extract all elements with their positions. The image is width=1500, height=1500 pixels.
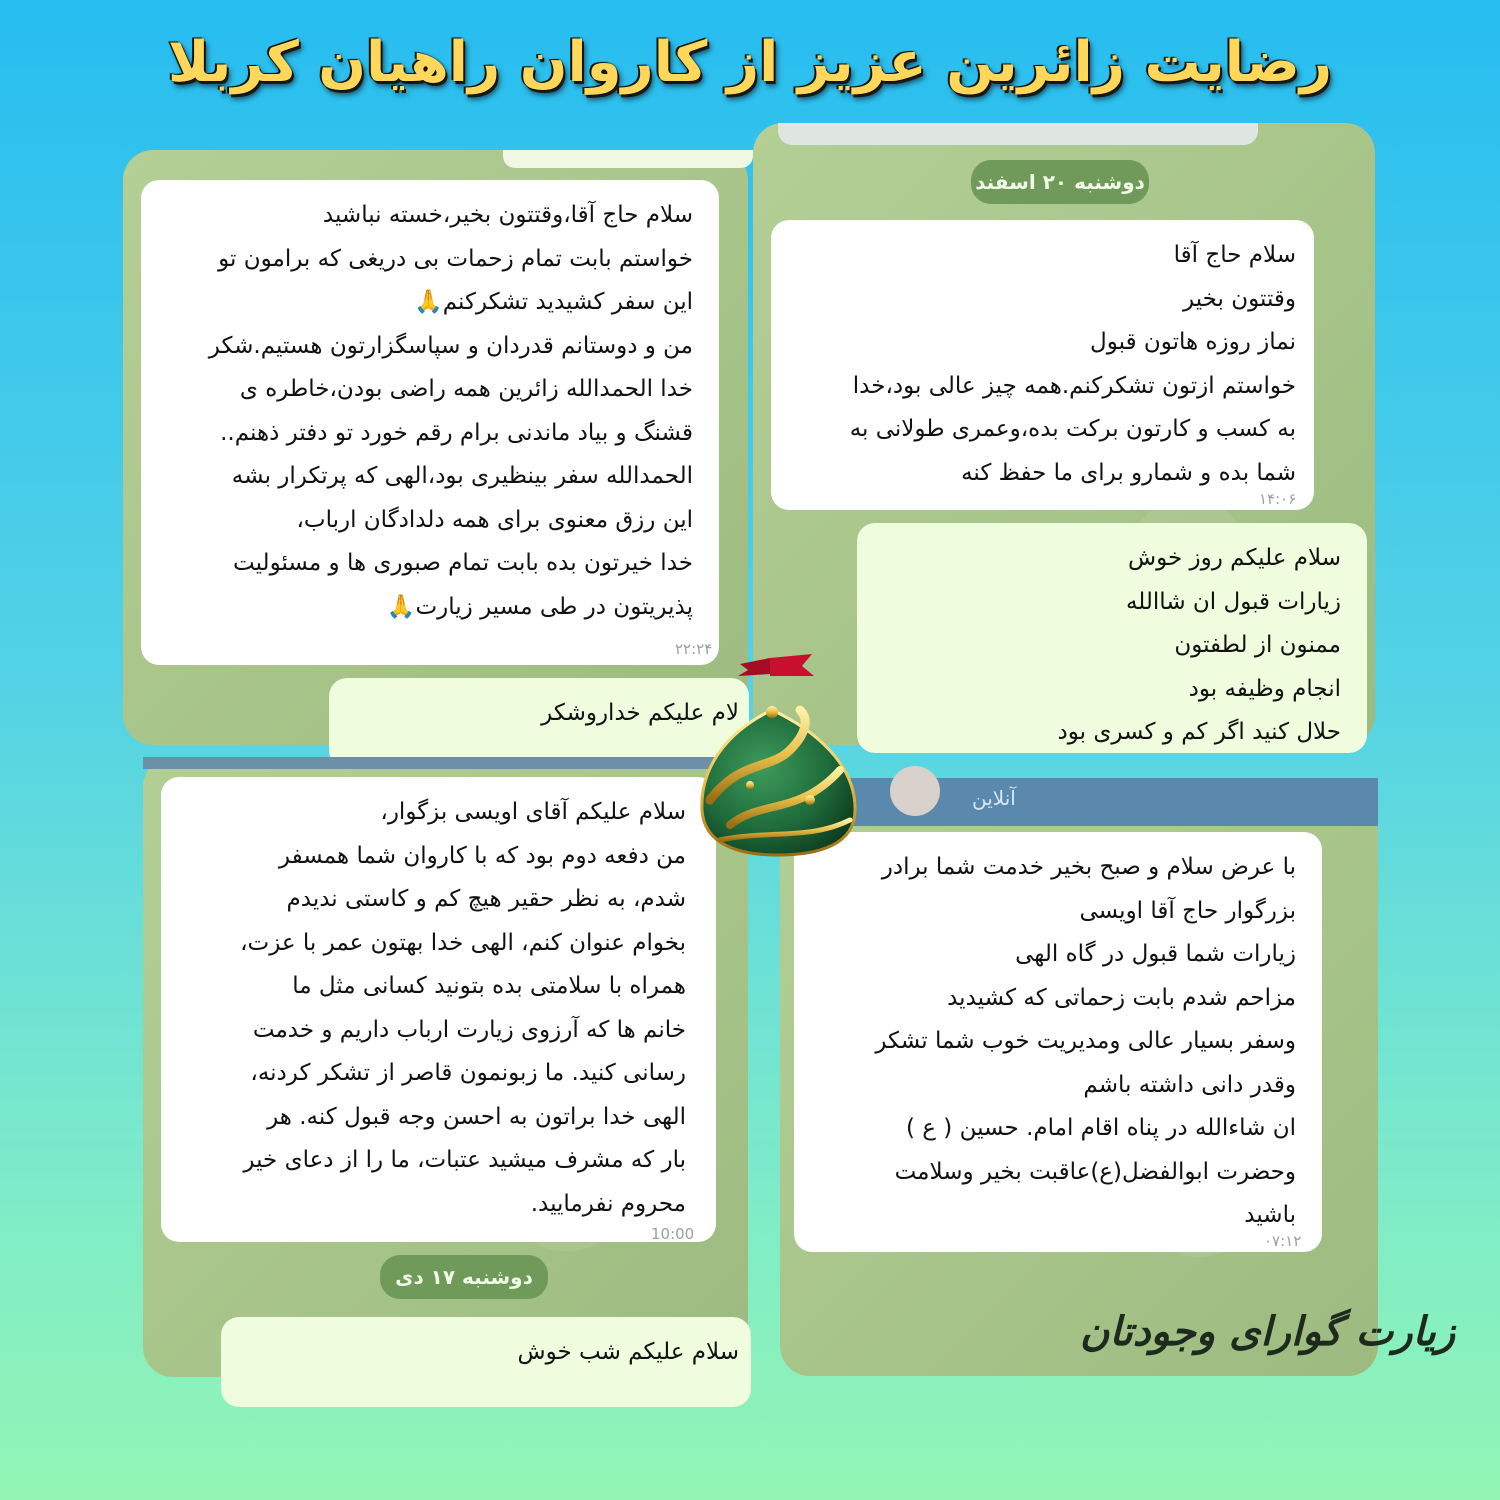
message-line: این رزق معنوی برای همه دلدادگان ارباب، xyxy=(296,506,693,533)
message-line: شدم، به نظر حقیر هیچ کم و کاستی ندیدم xyxy=(286,886,686,912)
date-badge: دوشنبه ۲۰ اسفند xyxy=(971,160,1149,204)
avatar xyxy=(890,766,940,816)
message-line: بخوام عنوان کنم، الهی خدا بهتون عمر با عزت، xyxy=(240,929,686,956)
previous-bubble-edge xyxy=(503,150,753,168)
message-bubble xyxy=(794,832,1322,1252)
message-time: ۲۲:۲۴ xyxy=(675,640,713,658)
message-line: وقتتون بخیر xyxy=(1183,285,1296,312)
message-bubble xyxy=(771,220,1314,510)
chat-header xyxy=(780,778,1378,826)
chat-screenshot-top-left xyxy=(123,150,748,745)
message-text xyxy=(794,846,1296,1238)
message-line: انجام وظیفه بود xyxy=(1188,675,1341,702)
message-line: به کسب و کارتون برکت بده،وعمری طولانی به xyxy=(849,416,1296,442)
message-line: نماز روزه هاتون قبول xyxy=(1090,329,1296,355)
message-text xyxy=(771,234,1296,495)
message-line: سلام علیکم آقای اویسی بزگوار، xyxy=(380,799,686,825)
message-line: همراه با سلامتی بده بتونید کسانی مثل ما xyxy=(292,973,686,999)
caravan-logo xyxy=(690,650,865,860)
reply-bubble xyxy=(329,678,749,768)
date-badge: دوشنبه ۱۷ دی xyxy=(380,1255,548,1299)
message-line: زیارات شما قبول در گاه الهی xyxy=(1015,941,1296,967)
message-line: محروم نفرمایید. xyxy=(530,1190,686,1217)
message-line: زیارات قبول ان شاالله xyxy=(1125,588,1341,615)
message-line: سلام حاج آقا،وقتتون بخیر،خسته نباشید xyxy=(322,202,693,228)
message-line: وقدر دانی داشته باشم xyxy=(1083,1071,1296,1098)
dome-logo-icon xyxy=(690,650,865,860)
message-line: رسانی کنید. ما زبونمون قاصر از تشکر کردنه، xyxy=(250,1060,686,1086)
message-line: باشید xyxy=(1244,1202,1296,1228)
message-line: سلام حاج آقا xyxy=(1173,242,1296,268)
header-edge xyxy=(143,757,748,769)
message-line: حلال کنید اگر کم و کسری بود xyxy=(1057,719,1341,745)
message-line: خواستم بابت تمام زحمات بی دریغی که برامون تو xyxy=(218,245,693,272)
reply-bubble xyxy=(857,523,1367,753)
message-time: ۱۴:۰۶ xyxy=(1259,490,1297,508)
message-line: الحمدالله سفر بینظیری بود،الهی که پرتکرار بشه xyxy=(231,463,693,489)
message-line: بزرگوار حاج آقا اویسی xyxy=(1079,897,1296,924)
message-line: من دفعه دوم بود که با کاروان شما همسفر xyxy=(278,842,686,869)
message-line: قشنگ و بیاد ماندنی برام رقم خورد تو دفتر ذهنم.. xyxy=(220,419,693,446)
reply-text: سلام علیکم شب خوش xyxy=(517,1339,739,1365)
message-line: شما بده و شمارو برای ما حفظ کنه xyxy=(961,459,1296,486)
message-line: وحضرت ابوالفضل(ع)عاقبت بخیر وسلامت xyxy=(894,1158,1296,1185)
message-line: پذیریتون در طی مسیر زیارت🙏 xyxy=(386,593,693,620)
message-time: ۰۷:۱۲ xyxy=(1264,1232,1302,1250)
message-bubble xyxy=(141,180,719,665)
message-line: ان شاءالله در پناه اقام امام. حسین ( ع ) xyxy=(905,1115,1296,1141)
message-line: خواستم ازتون تشکرکنم.همه چیز عالی بود،خدا xyxy=(852,372,1296,399)
message-text xyxy=(161,791,686,1226)
reply-bubble xyxy=(221,1317,751,1407)
keyboard-strip xyxy=(778,123,1258,145)
message-line: ممنون از لطفتون xyxy=(1174,632,1341,658)
signature-text: زیارت گوارای وجودتان xyxy=(1080,1308,1456,1355)
message-line: خدا الحمدالله زائرین همه راضی بودن،خاطره ی xyxy=(239,376,693,402)
message-line: خدا خیرتون بده بابت تمام صبوری ها و مسئولیت xyxy=(233,550,693,576)
message-line: وسفر بسیار عالی ومدیریت خوب شما تشکر xyxy=(875,1028,1296,1054)
message-line: الهی خدا براتون به احسن وجه قبول کنه. هر xyxy=(267,1103,686,1130)
message-text xyxy=(141,194,693,629)
message-line: این سفر کشیدید تشکرکنم🙏 xyxy=(414,289,693,315)
message-bubble xyxy=(161,777,716,1242)
chat-screenshot-bottom-left xyxy=(143,757,748,1377)
reply-text xyxy=(857,537,1341,755)
page-title: رضایت زائرین عزیز از کاروان راهیان کربلا xyxy=(167,30,1333,95)
message-line: سلام علیکم روز خوش xyxy=(1128,545,1341,571)
chat-screenshot-bottom-right xyxy=(780,778,1456,1376)
message-line: با عرض سلام و صبح بخیر خدمت شما برادر xyxy=(881,854,1296,880)
message-line: مزاحم شدم بابت زحماتی که کشیدید xyxy=(947,984,1296,1011)
message-line: خانم ها که آرزوی زیارت ارباب داریم و خدمت xyxy=(252,1016,686,1043)
reply-text: لام علیکم خداروشکر xyxy=(541,700,739,726)
online-status: آنلاین xyxy=(972,786,1016,810)
message-line: من و دوستانم قدردان و سپاسگزارتون هستیم.شکر xyxy=(208,332,693,359)
message-line: بار که مشرف میشید عتبات، ما را از دعای خیر xyxy=(243,1147,686,1173)
message-time: 10:00 xyxy=(651,1225,695,1243)
